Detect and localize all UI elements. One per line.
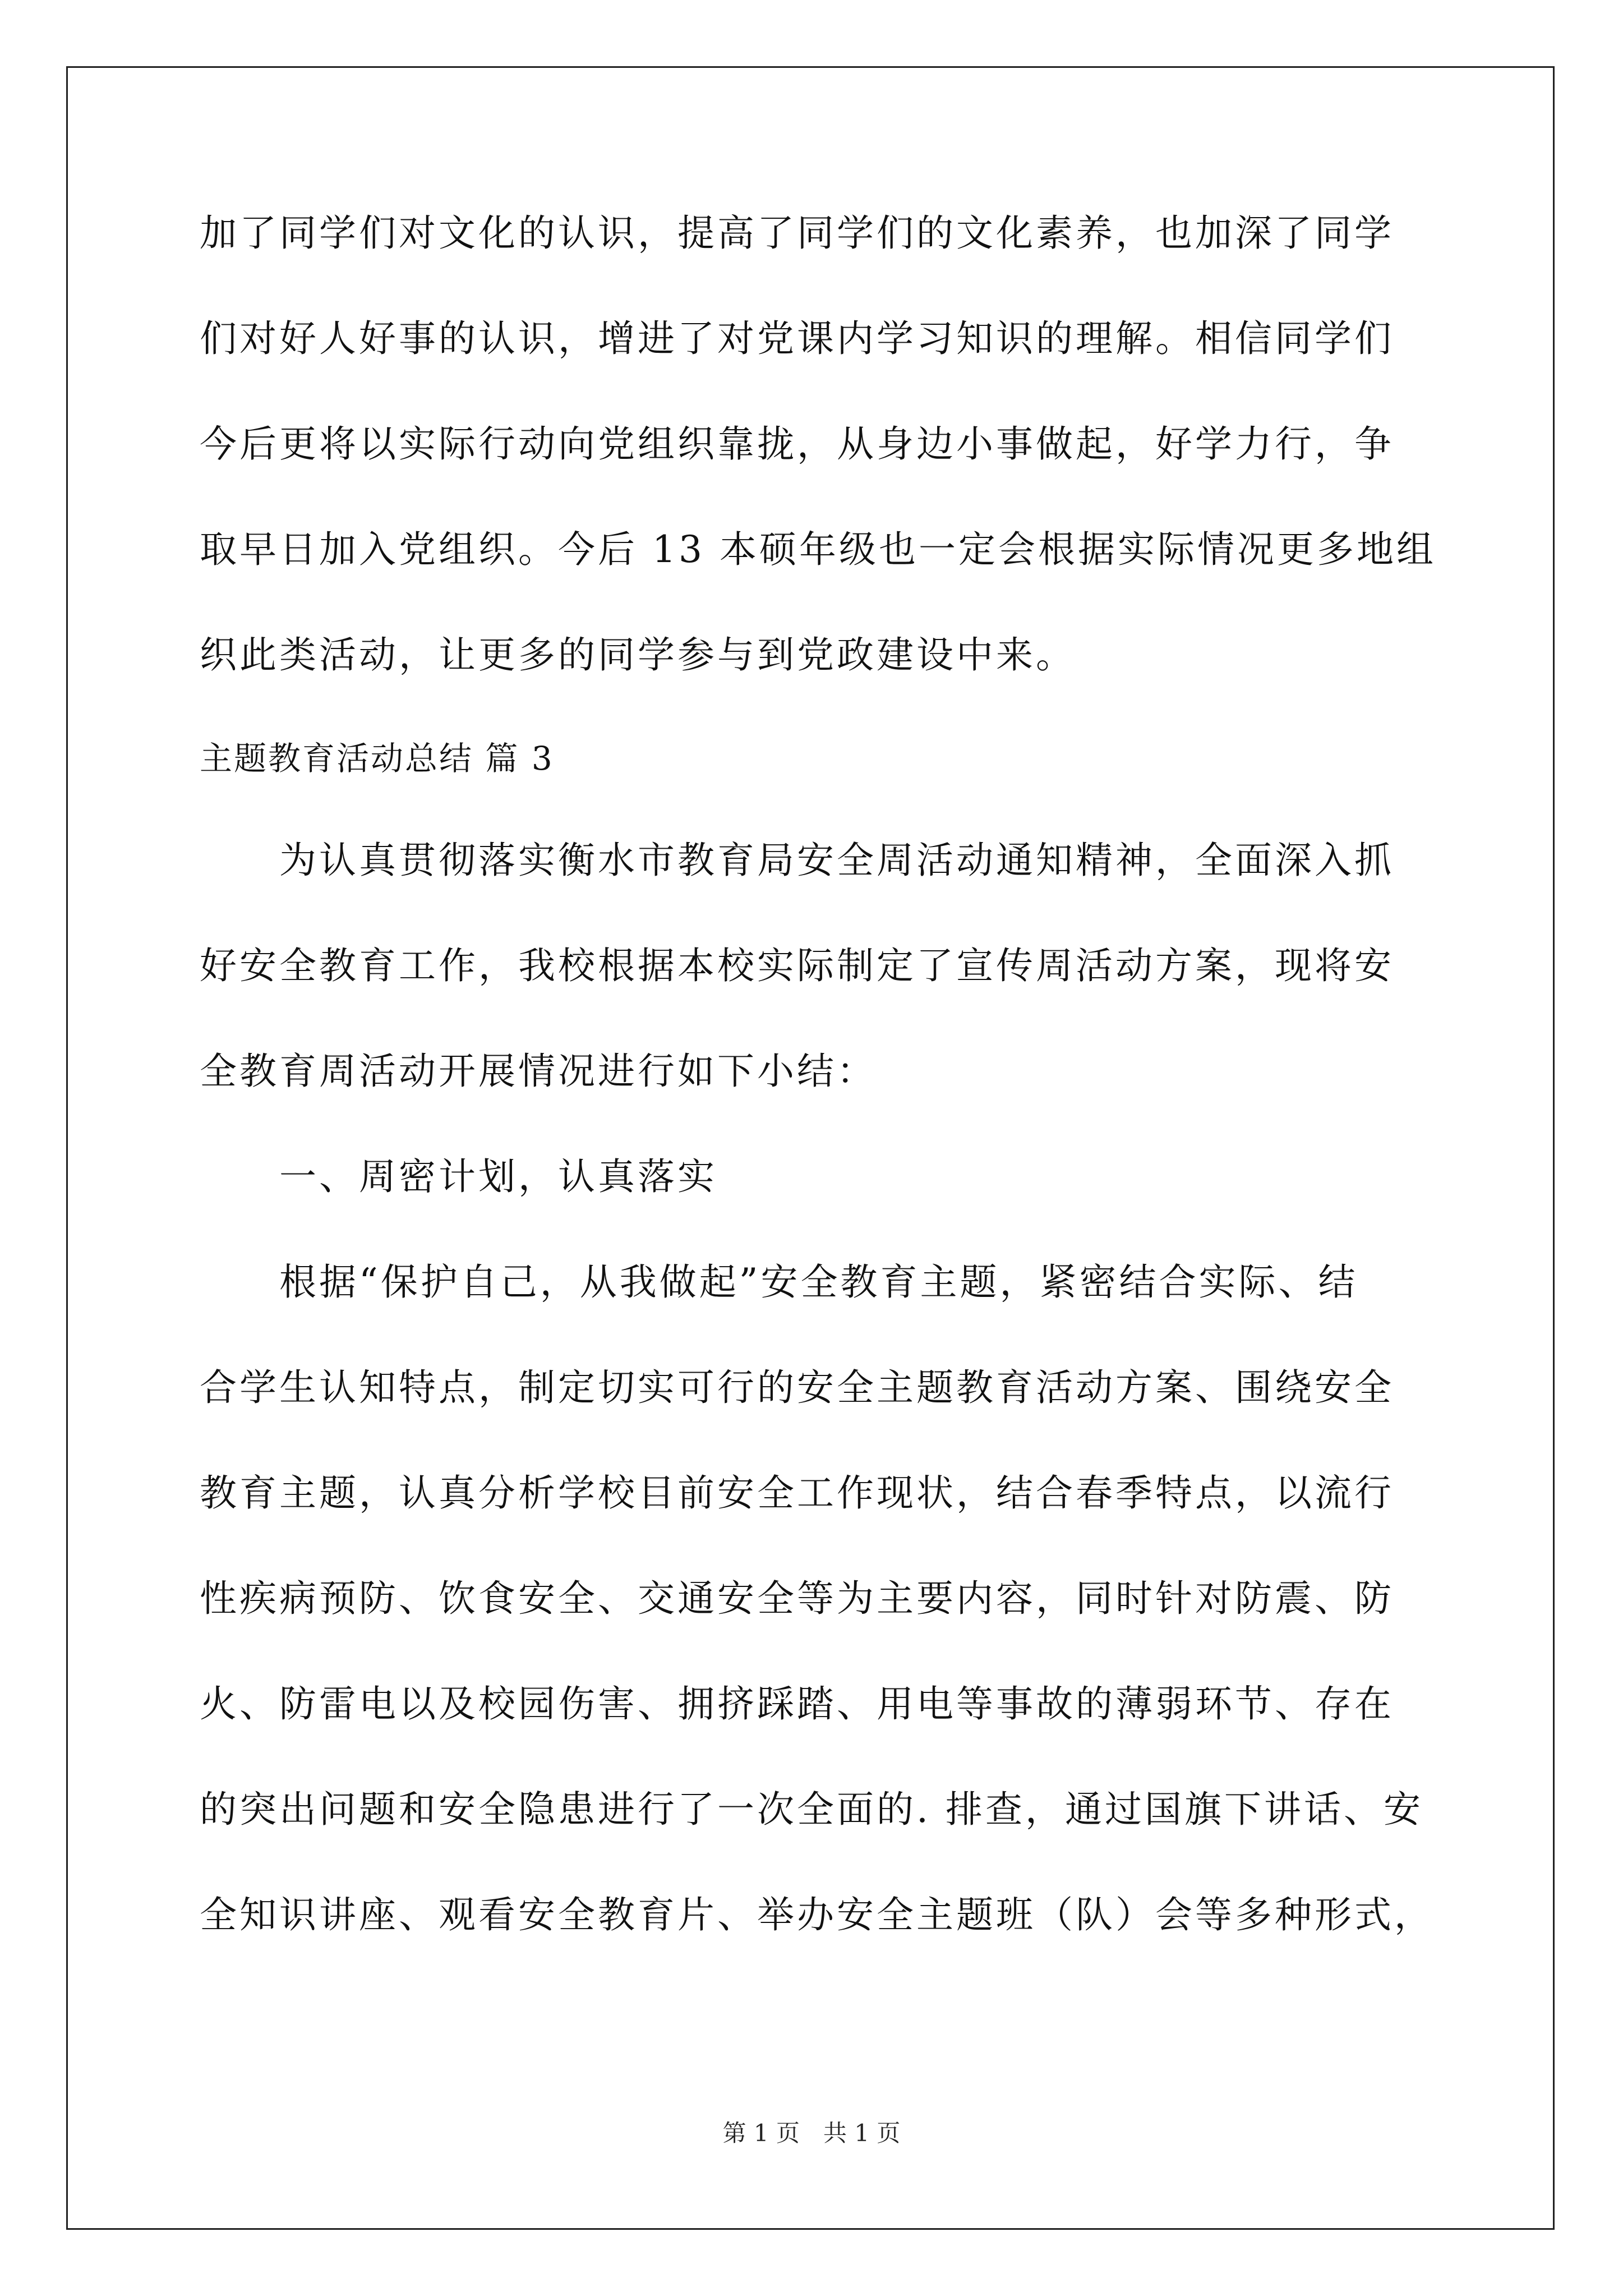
paragraph-line: 火、防雷电以及校园伤害、拥挤踩踏、用电等事故的薄弱环节、存在 (200, 1682, 1394, 1726)
paragraph-line: 加了同学们对文化的认识，提高了同学们的文化素养，也加深了同学 (200, 211, 1394, 255)
paragraph-line: 织此类活动，让更多的同学参与到党政建设中来。 (200, 633, 1076, 677)
paragraph-line: 合学生认知特点，制定切实可行的安全主题教育活动方案、围绕安全 (200, 1366, 1394, 1409)
paragraph-line: 的突出问题和安全隐患进行了一次全面的. 排查，通过国旗下讲话、安 (200, 1788, 1423, 1831)
paragraph-line: 教育主题，认真分析学校目前安全工作现状，结合春季特点，以流行 (200, 1471, 1394, 1515)
page-number: 第 1 页 共 1 页 (722, 2119, 901, 2147)
section-heading: 主题教育活动总结 篇 3 (200, 739, 554, 777)
paragraph-line: 今后更将以实际行动向党组织靠拢，从身边小事做起，好学力行，争 (200, 422, 1394, 466)
paragraph-line: 全知识讲座、观看安全教育片、举办安全主题班（队）会等多种形式， (200, 1893, 1434, 1936)
paragraph-line: 根据“保护自己，从我做起”安全教育主题，紧密结合实际、结 (200, 1260, 1358, 1304)
paragraph-line: 们对好人好事的认识，增进了对党课内学习知识的理解。相信同学们 (200, 317, 1394, 360)
paragraph-line: 为认真贯彻落实衡水市教育局安全周活动通知精神，全面深入抓 (200, 839, 1394, 882)
subsection-heading: 一、周密计划，认真落实 (200, 1155, 717, 1198)
paragraph-line: 全教育周活动开展情况进行如下小结： (200, 1050, 877, 1093)
paragraph-line: 性疾病预防、饮食安全、交通安全等为主要内容，同时针对防震、防 (200, 1577, 1394, 1620)
paragraph-line: 取早日加入党组织。今后 13 本硕年级也一定会根据实际情况更多地组 (200, 528, 1436, 571)
paragraph-line: 好安全教育工作，我校根据本校实际制定了宣传周活动方案，现将安 (200, 944, 1394, 987)
